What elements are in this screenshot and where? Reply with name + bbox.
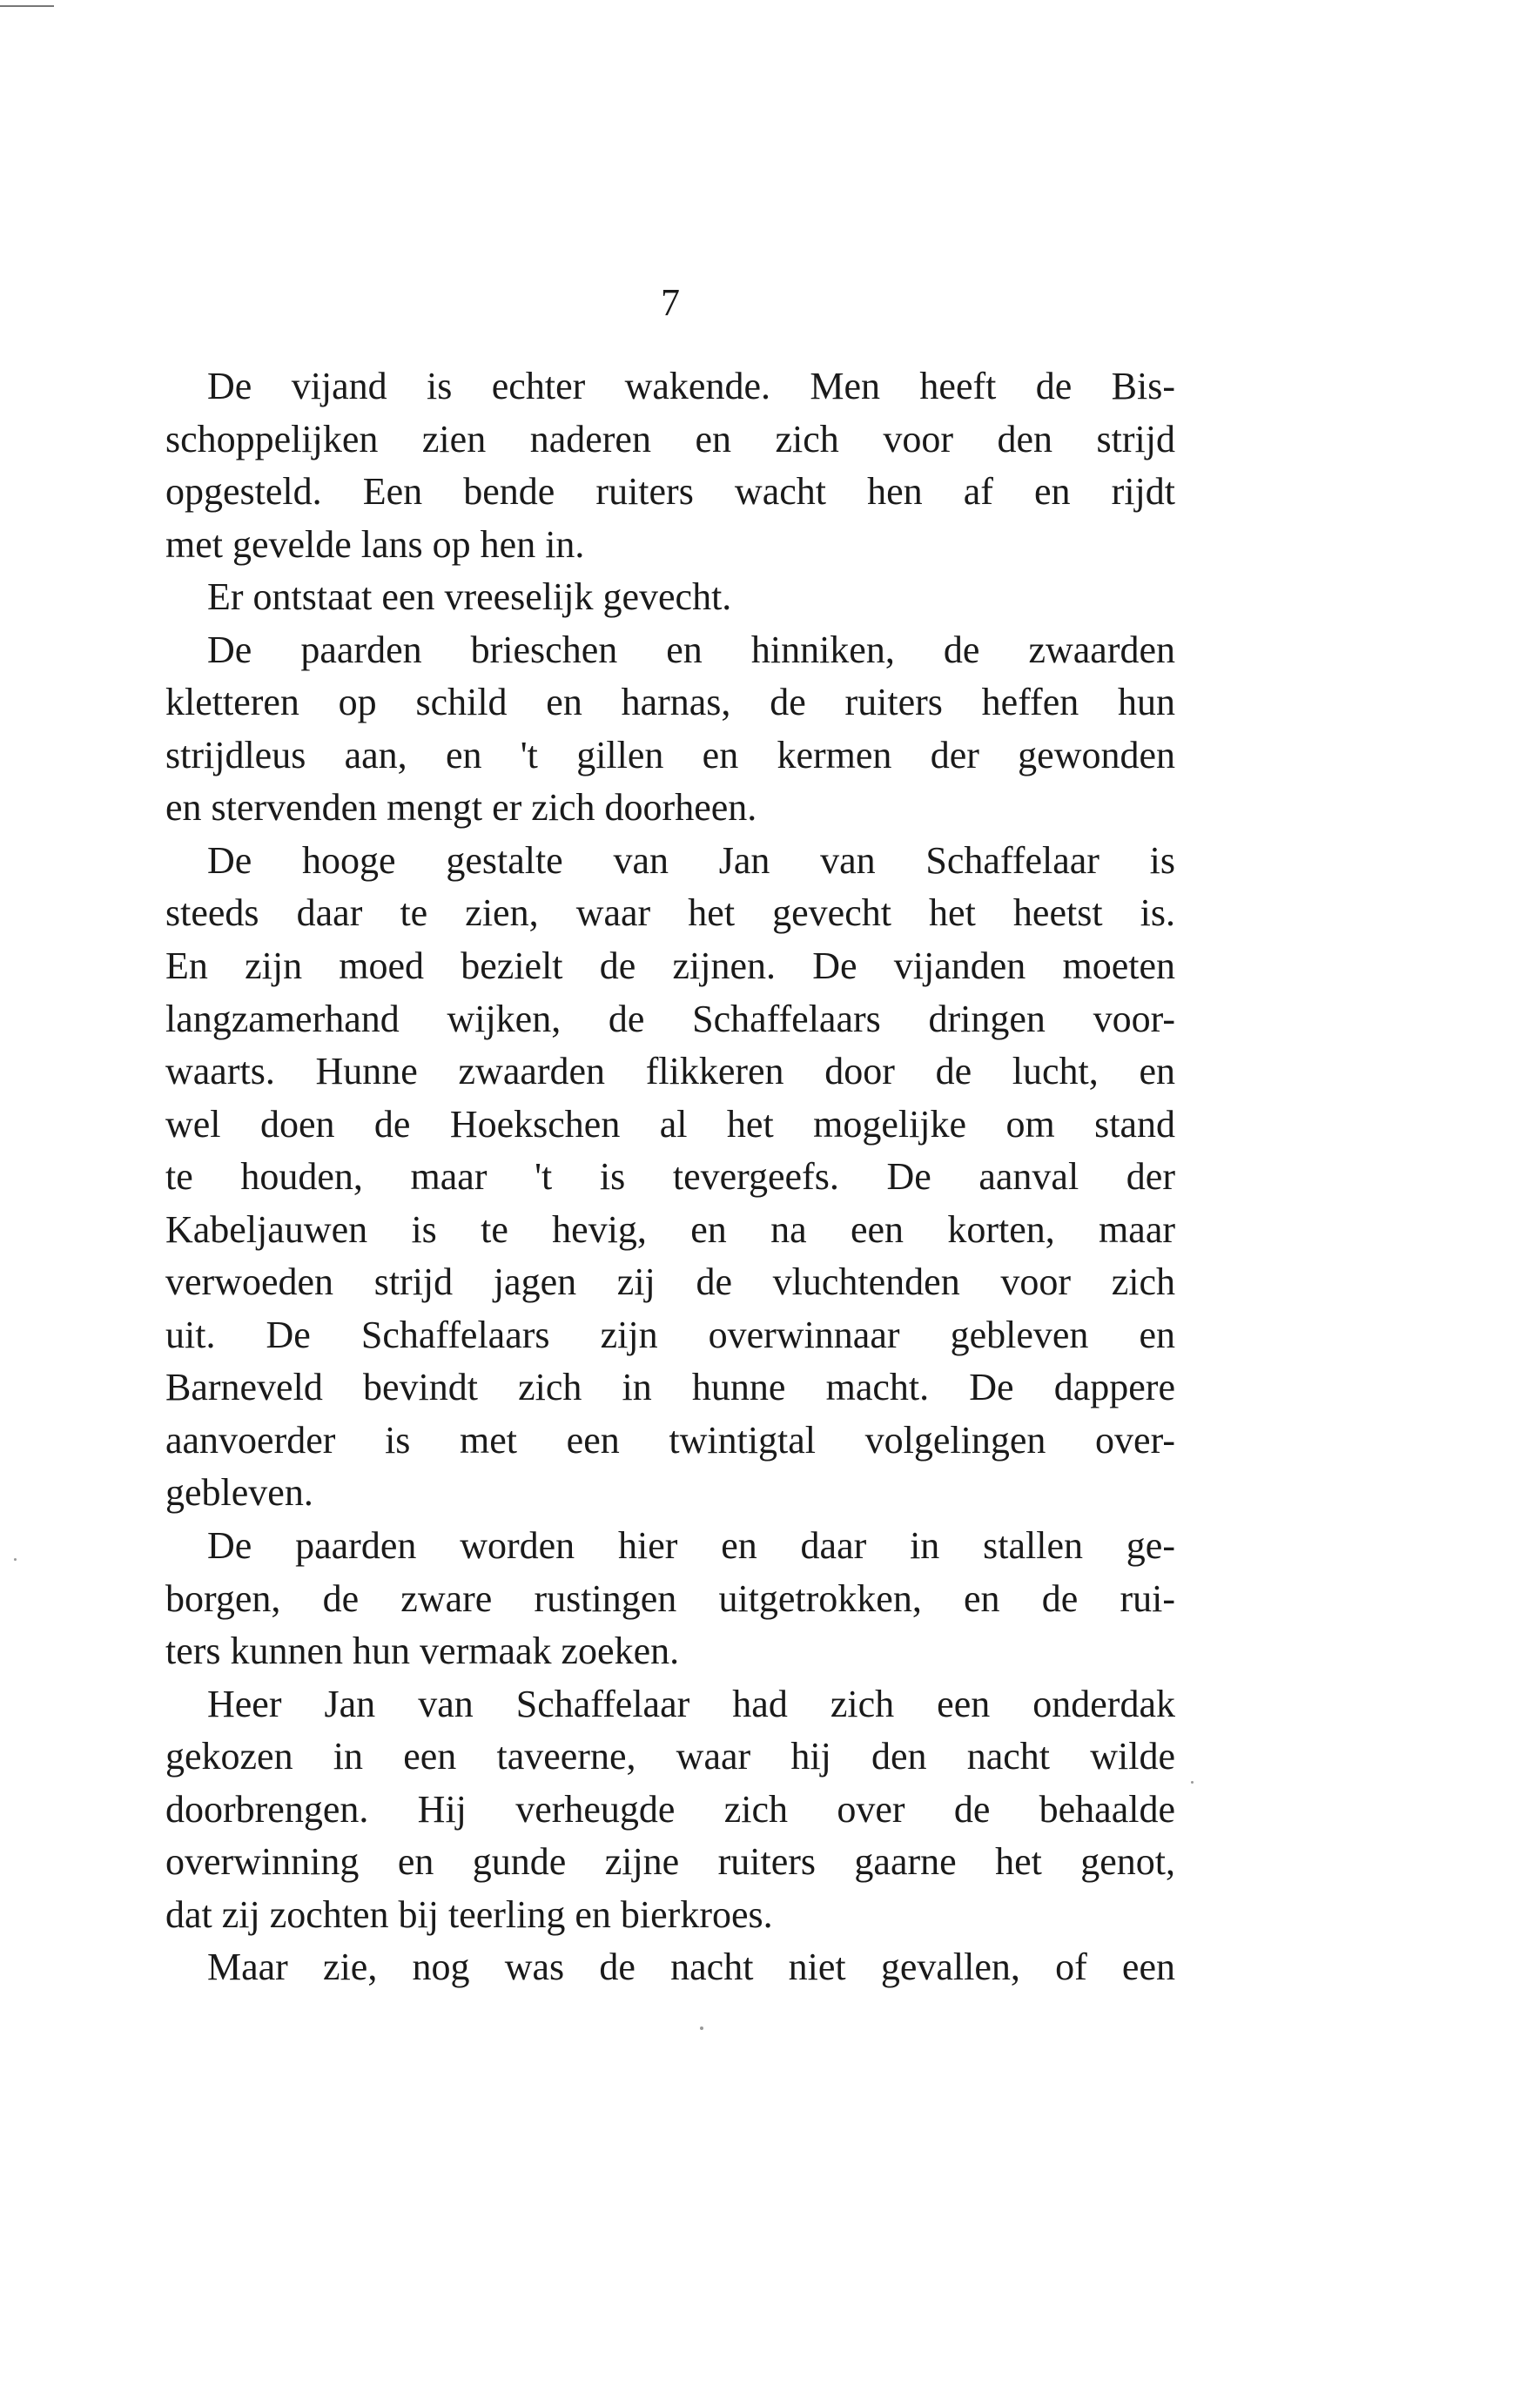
text-line: Barneveld bevindt zich in hunne macht. De dappere <box>165 1366 1175 1409</box>
text-line: te houden, maar 't is tevergeefs. De aanval der <box>165 1155 1175 1199</box>
scan-speck <box>14 1558 17 1561</box>
text-line: en stervenden mengt er zich doorheen. <box>165 786 757 830</box>
text-line: De paarden worden hier en daar in stallen ge- <box>207 1524 1175 1568</box>
text-line: strijdleus aan, en 't gillen en kermen der gewonden <box>165 733 1175 776</box>
scan-speck <box>1191 1781 1194 1784</box>
text-line: met gevelde lans op hen in. <box>165 522 585 566</box>
text-line: De hooge gestalte van Jan van Schaffelaar is <box>207 838 1175 882</box>
text-line: schoppelijken zien naderen en zich voor den strijd <box>165 417 1175 460</box>
text-line: Heer Jan van Schaffelaar had zich een onderdak <box>207 1682 1175 1725</box>
text-line: En zijn moed bezielt de zijnen. De vijanden moeten <box>165 944 1175 988</box>
text-line: Er ontstaat een vreeselijk gevecht. <box>207 575 732 619</box>
text-line: opgesteld. Een bende ruiters wacht hen af en rijdt <box>165 470 1175 514</box>
text-line: Kabeljauwen is te hevig, en na een korten, maar <box>165 1207 1175 1251</box>
text-line: Maar zie, nog was de nacht niet gevallen, of een <box>207 1946 1175 1989</box>
text-line: waarts. Hunne zwaarden flikkeren door de lucht, en <box>165 1050 1175 1093</box>
text-line: doorbrengen. Hij verheugde zich over de behaalde <box>165 1787 1175 1831</box>
text-line: verwoeden strijd jagen zij de vluchtenden voor zich <box>165 1260 1175 1304</box>
text-line: steeds daar te zien, waar het gevecht het heetst is. <box>165 891 1175 935</box>
text-line: De vijand is echter wakende. Men heeft de Bis- <box>207 365 1175 407</box>
corner-scan-mark <box>0 5 54 7</box>
text-line: De paarden brieschen en hinniken, de zwaarden <box>207 628 1175 671</box>
text-line: kletteren op schild en harnas, de ruiters heffen hun <box>165 681 1175 724</box>
body-text <box>165 360 1175 1994</box>
text-line: gekozen in een taveerne, waar hij den nacht wilde <box>165 1735 1175 1778</box>
text-line: uit. De Schaffelaars zijn overwinnaar gebleven en <box>165 1313 1175 1356</box>
text-line: wel doen de Hoekschen al het mogelijke om stand <box>165 1102 1175 1146</box>
text-line: ters kunnen hun vermaak zoeken. <box>165 1630 680 1673</box>
text-line: overwinning en gunde zijne ruiters gaarne het genot, <box>165 1840 1175 1884</box>
scan-speck <box>700 2026 703 2030</box>
text-line: gebleven. <box>165 1471 313 1515</box>
text-line: borgen, de zware rustingen uitgetrokken, en de rui- <box>165 1576 1175 1620</box>
text-line: aanvoerder is met een twintigtal volgelingen over- <box>165 1418 1175 1462</box>
page-number: 7 <box>661 281 680 324</box>
text-line: langzamerhand wijken, de Schaffelaars dringen voor- <box>165 997 1175 1040</box>
text-line: dat zij zochten bij teerling en bierkroes. <box>165 1892 773 1936</box>
